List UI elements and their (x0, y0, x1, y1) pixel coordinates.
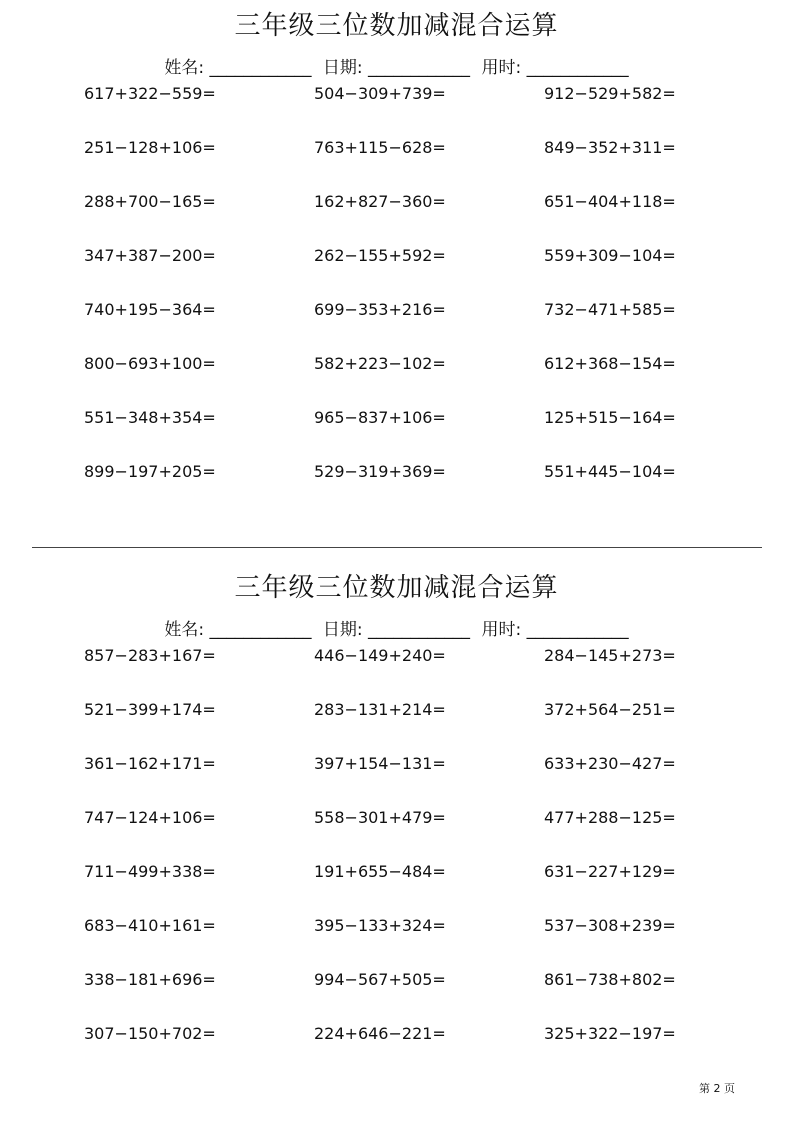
problem-row (84, 460, 704, 514)
problem-row (84, 190, 704, 244)
math-problem: 800−693+100= (84, 354, 216, 373)
math-problem: 251−128+106= (84, 138, 216, 157)
time-field-label: 用时: ____________ (481, 58, 629, 78)
math-problem: 446−149+240= (314, 646, 446, 665)
math-problem: 617+322−559= (84, 84, 216, 103)
math-problem: 732−471+585= (544, 300, 676, 319)
problem-row (84, 406, 704, 460)
math-problem: 651−404+118= (544, 192, 676, 211)
math-problem: 994−567+505= (314, 970, 446, 989)
section-divider (32, 547, 762, 548)
math-problem: 191+655−484= (314, 862, 446, 881)
math-problem: 397+154−131= (314, 754, 446, 773)
math-problem: 711−499+338= (84, 862, 216, 881)
problem-row (84, 968, 704, 1022)
math-problem: 899−197+205= (84, 462, 216, 481)
math-problem: 307−150+702= (84, 1024, 216, 1043)
page-number: 第 2 页 (699, 1082, 735, 1095)
math-problem: 965−837+106= (314, 408, 446, 427)
math-problem: 861−738+802= (544, 970, 676, 989)
math-problem: 361−162+171= (84, 754, 216, 773)
math-problem: 763+115−628= (314, 138, 446, 157)
problem-row (84, 698, 704, 752)
math-problem: 631−227+129= (544, 862, 676, 881)
math-problem: 325+322−197= (544, 1024, 676, 1043)
name-field-label: 姓名: ____________ (164, 58, 312, 78)
math-problem: 699−353+216= (314, 300, 446, 319)
date-field-label: 日期: ____________ (322, 58, 471, 78)
math-problem: 125+515−164= (544, 408, 676, 427)
math-problem: 633+230−427= (544, 754, 676, 773)
math-problem: 551+445−104= (544, 462, 676, 481)
math-problem: 612+368−154= (544, 354, 676, 373)
math-problem: 582+223−102= (314, 354, 446, 373)
problem-row (84, 244, 704, 298)
date-field-label: 日期: ____________ (322, 620, 471, 640)
problem-row (84, 298, 704, 352)
math-problem: 338−181+696= (84, 970, 216, 989)
problem-row (84, 136, 704, 190)
worksheet-title: 三年级三位数加减混合运算 (234, 11, 559, 41)
math-problem: 504−309+739= (314, 84, 446, 103)
problem-grid (84, 644, 704, 1076)
math-problem: 912−529+582= (544, 84, 676, 103)
math-problem: 283−131+214= (314, 700, 446, 719)
time-field-label: 用时: ____________ (481, 620, 629, 640)
math-problem: 521−399+174= (84, 700, 216, 719)
math-problem: 284−145+273= (544, 646, 676, 665)
worksheet-title: 三年级三位数加减混合运算 (234, 573, 559, 603)
problem-row (84, 352, 704, 406)
problem-grid (84, 82, 704, 514)
math-problem: 162+827−360= (314, 192, 446, 211)
problem-row (84, 1022, 704, 1076)
math-problem: 537−308+239= (544, 916, 676, 935)
problem-row (84, 644, 704, 698)
student-info-row (0, 618, 793, 642)
math-problem: 395−133+324= (314, 916, 446, 935)
name-field-label: 姓名: ____________ (164, 620, 312, 640)
math-problem: 372+564−251= (544, 700, 676, 719)
math-problem: 529−319+369= (314, 462, 446, 481)
math-problem: 224+646−221= (314, 1024, 446, 1043)
math-problem: 857−283+167= (84, 646, 216, 665)
math-problem: 347+387−200= (84, 246, 216, 265)
problem-row (84, 860, 704, 914)
math-problem: 477+288−125= (544, 808, 676, 827)
math-problem: 740+195−364= (84, 300, 216, 319)
problem-row (84, 914, 704, 968)
math-problem: 558−301+479= (314, 808, 446, 827)
math-problem: 559+309−104= (544, 246, 676, 265)
math-problem: 288+700−165= (84, 192, 216, 211)
problem-row (84, 806, 704, 860)
math-problem: 262−155+592= (314, 246, 446, 265)
math-problem: 683−410+161= (84, 916, 216, 935)
problem-row (84, 82, 704, 136)
math-problem: 747−124+106= (84, 808, 216, 827)
math-problem: 551−348+354= (84, 408, 216, 427)
problem-row (84, 752, 704, 806)
math-problem: 849−352+311= (544, 138, 676, 157)
student-info-row (0, 56, 793, 80)
